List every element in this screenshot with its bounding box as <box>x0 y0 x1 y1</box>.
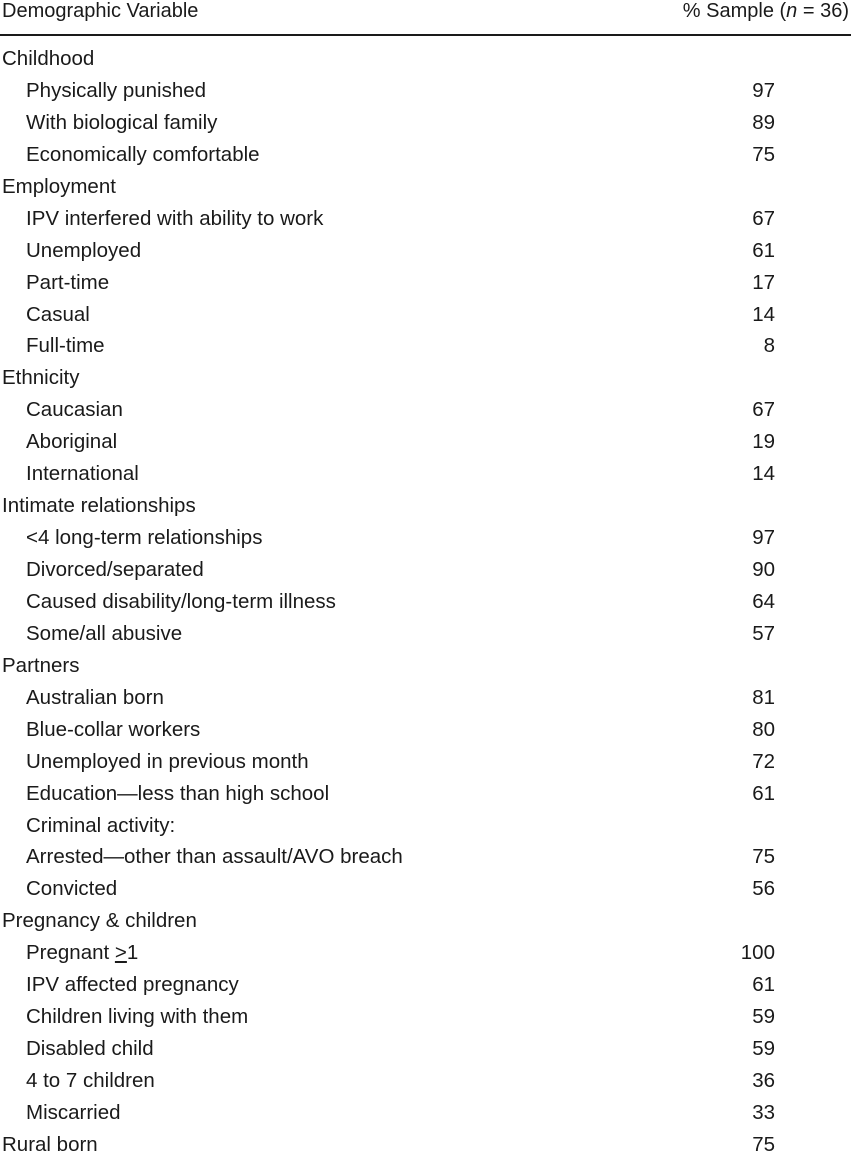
category-label: Partners <box>2 653 80 677</box>
table-row <box>0 270 851 302</box>
variable-label: IPV interfered with ability to work <box>26 206 324 230</box>
variable-label: 4 to 7 children <box>26 1069 155 1092</box>
table-row <box>0 302 851 334</box>
variable-label: Casual <box>26 302 90 326</box>
category-label: Ethnicity <box>2 366 80 390</box>
table-row <box>0 238 851 270</box>
variable-label: Part-time <box>26 270 110 294</box>
table-row <box>0 685 851 717</box>
percent-value: 64 <box>752 589 775 613</box>
percent-value: 14 <box>752 462 775 486</box>
table-row <box>0 1100 851 1132</box>
percent-value: 67 <box>752 206 775 230</box>
percent-value: 80 <box>752 717 775 741</box>
percent-value: 61 <box>752 973 775 997</box>
table-row <box>0 972 851 1004</box>
table-row <box>0 557 851 589</box>
category-label: Employment <box>2 174 116 198</box>
table-row <box>0 1068 851 1100</box>
table-row <box>0 142 851 174</box>
percent-value: 75 <box>752 1132 775 1156</box>
variable-label: Full-time <box>26 334 105 358</box>
greater-equal-symbol: > <box>114 941 127 965</box>
variable-label-number: 1 <box>126 941 139 965</box>
percent-value: 36 <box>752 1069 775 1092</box>
table-row <box>0 461 851 493</box>
percent-value: 57 <box>752 621 775 645</box>
variable-label: Unemployed in previous month <box>26 749 309 773</box>
table-row <box>0 621 851 653</box>
percent-value: 97 <box>752 78 775 102</box>
percent-value: 19 <box>752 430 775 454</box>
category-row <box>0 653 851 685</box>
table-row <box>0 749 851 781</box>
category-row <box>0 365 851 397</box>
variable-label: Caused disability/long-term illness <box>26 589 336 613</box>
header-demographic-variable: Demographic Variable <box>2 0 199 22</box>
table-row <box>0 876 851 908</box>
category-label: Pregnancy & children <box>2 909 197 933</box>
variable-label: Criminal activity: <box>26 813 176 837</box>
table-row <box>0 781 851 813</box>
percent-value: 59 <box>752 1005 775 1029</box>
table-row <box>0 717 851 749</box>
table-row <box>0 1004 851 1036</box>
category-label: Childhood <box>2 47 95 70</box>
category-row <box>0 1132 851 1164</box>
variable-label: With biological family <box>26 110 218 134</box>
variable-label: Australian born <box>26 685 164 709</box>
variable-label: Blue-collar workers <box>26 717 201 741</box>
percent-value: 61 <box>752 238 775 262</box>
variable-label: Divorced/separated <box>26 558 204 581</box>
variable-label: Some/all abusive <box>26 621 183 645</box>
table-row <box>0 397 851 429</box>
variable-label-text: Pregnant <box>26 941 115 965</box>
variable-label: Children living with them <box>26 1005 249 1029</box>
variable-label: IPV affected pregnancy <box>26 973 239 997</box>
table-row <box>0 429 851 461</box>
table-row <box>0 1036 851 1068</box>
percent-value: 33 <box>752 1100 775 1124</box>
category-row <box>0 908 851 940</box>
table-body <box>0 46 851 1164</box>
percent-value: 67 <box>752 398 775 422</box>
variable-label: Unemployed <box>26 238 142 262</box>
header-percent-prefix: % Sample ( <box>682 0 787 22</box>
table-row <box>0 333 851 365</box>
table-row <box>0 844 851 876</box>
percent-value: 8 <box>763 334 775 358</box>
percent-value: 17 <box>752 270 775 294</box>
header-n-symbol: n <box>786 0 798 22</box>
table-row <box>0 110 851 142</box>
percent-value: 59 <box>752 1037 775 1061</box>
variable-label: Caucasian <box>26 398 123 422</box>
variable-label: Convicted <box>26 877 118 901</box>
header-percent-suffix: = 36) <box>797 0 849 22</box>
variable-label: Physically punished <box>26 78 207 102</box>
percent-value: 81 <box>752 685 775 709</box>
percent-value: 72 <box>752 749 775 773</box>
percent-value: 56 <box>752 877 775 901</box>
percent-value: 100 <box>740 941 775 965</box>
percent-value: 14 <box>752 302 775 326</box>
category-label: Rural born <box>2 1132 98 1156</box>
variable-label: Education—less than high school <box>26 781 330 805</box>
variable-label: International <box>26 462 139 486</box>
table-row <box>0 525 851 557</box>
variable-label: <4 long-term relationships <box>26 526 263 550</box>
percent-value: 97 <box>752 526 775 550</box>
table-row <box>0 813 851 845</box>
variable-label: Miscarried <box>26 1100 121 1124</box>
category-row <box>0 493 851 525</box>
percent-value: 75 <box>752 142 775 166</box>
table-header <box>0 0 851 36</box>
percent-value: 89 <box>752 110 775 134</box>
category-row <box>0 46 851 78</box>
percent-value: 90 <box>752 558 775 581</box>
category-row <box>0 174 851 206</box>
table-row <box>0 78 851 110</box>
table-row <box>0 940 851 972</box>
variable-label: Aboriginal <box>26 430 118 454</box>
table-row <box>0 589 851 621</box>
variable-label: Disabled child <box>26 1037 154 1061</box>
variable-label <box>26 940 138 966</box>
variable-label: Arrested—other than assault/AVO breach <box>26 845 403 869</box>
table-row <box>0 206 851 238</box>
variable-label: Economically comfortable <box>26 142 260 166</box>
percent-value: 75 <box>752 845 775 869</box>
header-percent-sample <box>683 0 849 23</box>
category-label: Intimate relationships <box>2 494 196 518</box>
percent-value: 61 <box>752 781 775 805</box>
